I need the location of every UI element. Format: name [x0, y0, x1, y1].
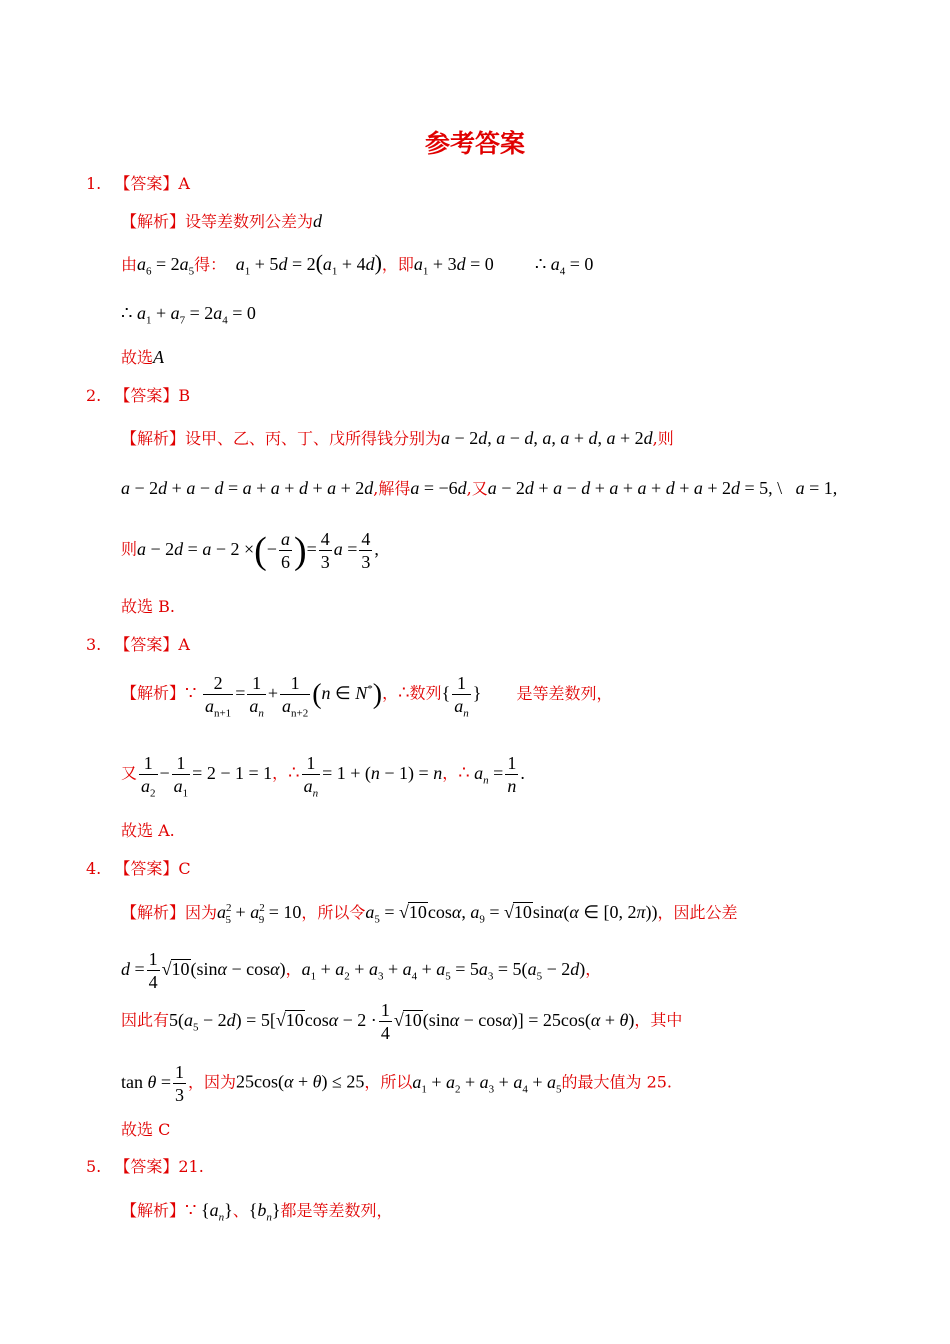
- text-de: 得：: [194, 255, 227, 274]
- question-3-header: [86, 634, 190, 656]
- analysis-text: 设等差数列公差为: [185, 212, 314, 231]
- q1-choice: [121, 346, 164, 369]
- q4-analysis-line3: [121, 999, 682, 1044]
- math-formula: ∴ $a_4 = 0$: [534, 254, 594, 278]
- question-number: 3.: [86, 635, 102, 654]
- math-formula: $a^2_5 + a^2_9 = 10$: [217, 902, 302, 926]
- analysis-text: 设甲、乙、丙、丁、戊所得钱分别为: [185, 429, 442, 448]
- question-number: 4.: [86, 859, 102, 878]
- text-suoyiling: ，所以令: [301, 903, 366, 922]
- question-2-header: [86, 385, 190, 407]
- question-number: 1.: [86, 174, 102, 193]
- text-you: ,又: [466, 479, 488, 498]
- q1-analysis-line1: [121, 210, 322, 233]
- text-yinwei: 因为: [185, 903, 218, 922]
- question-5-header: [86, 1156, 204, 1178]
- text-qizhong: ，其中: [634, 1010, 683, 1030]
- text-you: 又: [121, 763, 138, 783]
- analysis-label: 【解析】: [121, 1201, 186, 1220]
- analysis-label: 【解析】: [121, 903, 186, 922]
- q4-analysis-line1: [121, 901, 738, 924]
- math-formula: ∵ $\{a_n\}$: [185, 1200, 233, 1224]
- math-formula: a − 2d + a − d = a + a + d + a + 2d: [121, 478, 374, 498]
- answer-label: 【答案】A: [114, 635, 190, 654]
- answer-label: 【答案】C: [114, 859, 191, 878]
- q4-analysis-line4: [121, 1061, 672, 1106]
- answer-label: 【答案】B: [114, 386, 191, 405]
- answer-label: 【答案】A: [114, 174, 190, 193]
- math-formula: $\frac{1}{a_2}$ − $\frac{1}{a_1}$ = 2 − 1 = 1: [141, 753, 273, 800]
- text-yinwei: ，因为: [188, 1072, 237, 1092]
- question-number: 5.: [86, 1157, 102, 1176]
- math-formula: $a_5 = √10\cos\alpha$, $a_9 = √10\sin\alpha(\alpha$ ∈ [0, 2π)): [365, 902, 658, 926]
- math-formula: ∴ $a_1 + a_7 = 2a_4 = 0$: [121, 303, 256, 327]
- q4-choice: 故选 C: [121, 1120, 171, 1139]
- q5-analysis-line1: 【解析】∵ $\{a_n\}$、$\{b_n\}$都是等差数列，: [121, 1200, 393, 1224]
- q3-analysis-line1: 【解析】∵ $\frac{2}{a_{n+1}}$ = $\frac{1}{a_n}$ + $\frac{1}{a_{n+2}}$ (n ∈ N*)，∴数列{ $\frac{1}{a_n}$ } 是等差数列，: [121, 673, 613, 720]
- q3-choice: 故选 A.: [121, 821, 175, 840]
- text-yinciyou: 因此有: [121, 1010, 170, 1030]
- q3-analysis-line2: 又 $\frac{1}{a_2}$ − $\frac{1}{a_1}$ = 2 − 1 = 1，∴ $\frac{1}{a_n}$ = 1 + (n − 1) = n，∴ $a_n$ = $\frac{1}{n}$ .: [121, 753, 525, 800]
- math-formula: a − 2d = a − 2 ×(− $\frac{a}{6}$ )= $\frac{4}{3}$ a = $\frac{4}{3}$ ,: [137, 529, 379, 572]
- q2-analysis-line2: [121, 477, 837, 500]
- math-formula: a = −6d: [410, 478, 467, 498]
- math-formula: ∵ $\frac{2}{a_{n+1}}$ = $\frac{1}{a_n}$ + $\frac{1}{a_{n+2}}$ (n ∈ N*): [185, 673, 383, 720]
- analysis-label: 【解析】: [121, 683, 186, 703]
- q2-analysis-line3: [121, 528, 379, 573]
- text-ze: 则: [121, 539, 138, 559]
- page-title: 参考答案: [424, 129, 525, 158]
- q2-analysis-line1: [121, 427, 674, 450]
- text-dengcha: 都是等差数列，: [280, 1201, 393, 1220]
- math-formula: $a_1 + a_2 + a_3 + a_4 + a_5 = 5a_3 = 5(a_5 - 2d)$: [301, 958, 586, 983]
- math-formula: d = $\frac{1}{4}$ √10(sinα − cosα): [121, 949, 286, 992]
- text-zuida: 的最大值为 25.: [561, 1072, 673, 1092]
- math-formula: 25cos(α + θ) ≤ 25: [236, 1071, 365, 1092]
- question-number: 2.: [86, 386, 102, 405]
- math-formula: $a_1 + 5d = 2(a_1 + 4d)$: [231, 250, 382, 278]
- math-formula: $\frac{1}{a_n}$ = 1 + (n − 1) = n: [303, 753, 443, 800]
- analysis-label: 【解析】: [121, 429, 186, 448]
- analysis-label: 【解析】: [121, 212, 186, 231]
- q1-analysis-line2: [121, 252, 593, 276]
- text-yinci-gongcha: ，因此公差: [657, 903, 738, 922]
- math-formula: $5(a_5 - 2d) = 5[√10\cos\alpha - 2$ · $\frac{1}{4}$ √10(sinα − cosα)] = 25cos(α + θ): [169, 1000, 635, 1043]
- text-jiede: ,解得: [373, 479, 411, 498]
- math-formula: { $\frac{1}{a_n}$ }: [441, 673, 482, 720]
- q4-analysis-line2: d = $\frac{1}{4}$ √10(sinα − cosα)，$a_1 + a_2 + a_3 + a_4 + a_5 = 5a_3 = 5(a_5 - 2d)$，: [121, 949, 602, 992]
- text-shulie: 数列: [409, 683, 442, 703]
- answer-label: 【答案】21.: [114, 1157, 204, 1176]
- math-formula: A: [153, 347, 165, 367]
- math-formula: $a_n$ = $\frac{1}{n}$ .: [469, 753, 525, 796]
- text-suoyi: ，所以: [364, 1072, 413, 1092]
- math-formula: tan θ = $\frac{1}{3}$: [121, 1062, 184, 1105]
- q1-analysis-line3: [121, 302, 256, 325]
- question-4-header: [86, 858, 191, 880]
- math-formula: $a_1 + 3d = 0$: [413, 254, 494, 278]
- text-you: 由: [121, 255, 138, 274]
- question-1-header: [86, 173, 190, 195]
- math-formula: a − 2d + a − d + a + a + d + a + 2d = 5, \ a = 1,: [487, 478, 838, 498]
- math-d: d: [313, 211, 323, 231]
- math-formula: a − 2d, a − d, a, a + d, a + 2d: [441, 428, 653, 448]
- text-dengcha: 是等差数列，: [516, 683, 613, 703]
- math-formula: $a_1 + a_2 + a_3 + a_4 + a_5$: [412, 1071, 562, 1096]
- q2-choice: 故选 B.: [121, 597, 175, 616]
- text-ji: ，即: [381, 255, 414, 274]
- math-formula: $\{b_n\}$: [248, 1200, 281, 1224]
- text-ze: ,则: [652, 429, 674, 448]
- math-formula: $a_6 = 2a_5$: [137, 254, 195, 278]
- choice-text: 故选: [121, 348, 154, 367]
